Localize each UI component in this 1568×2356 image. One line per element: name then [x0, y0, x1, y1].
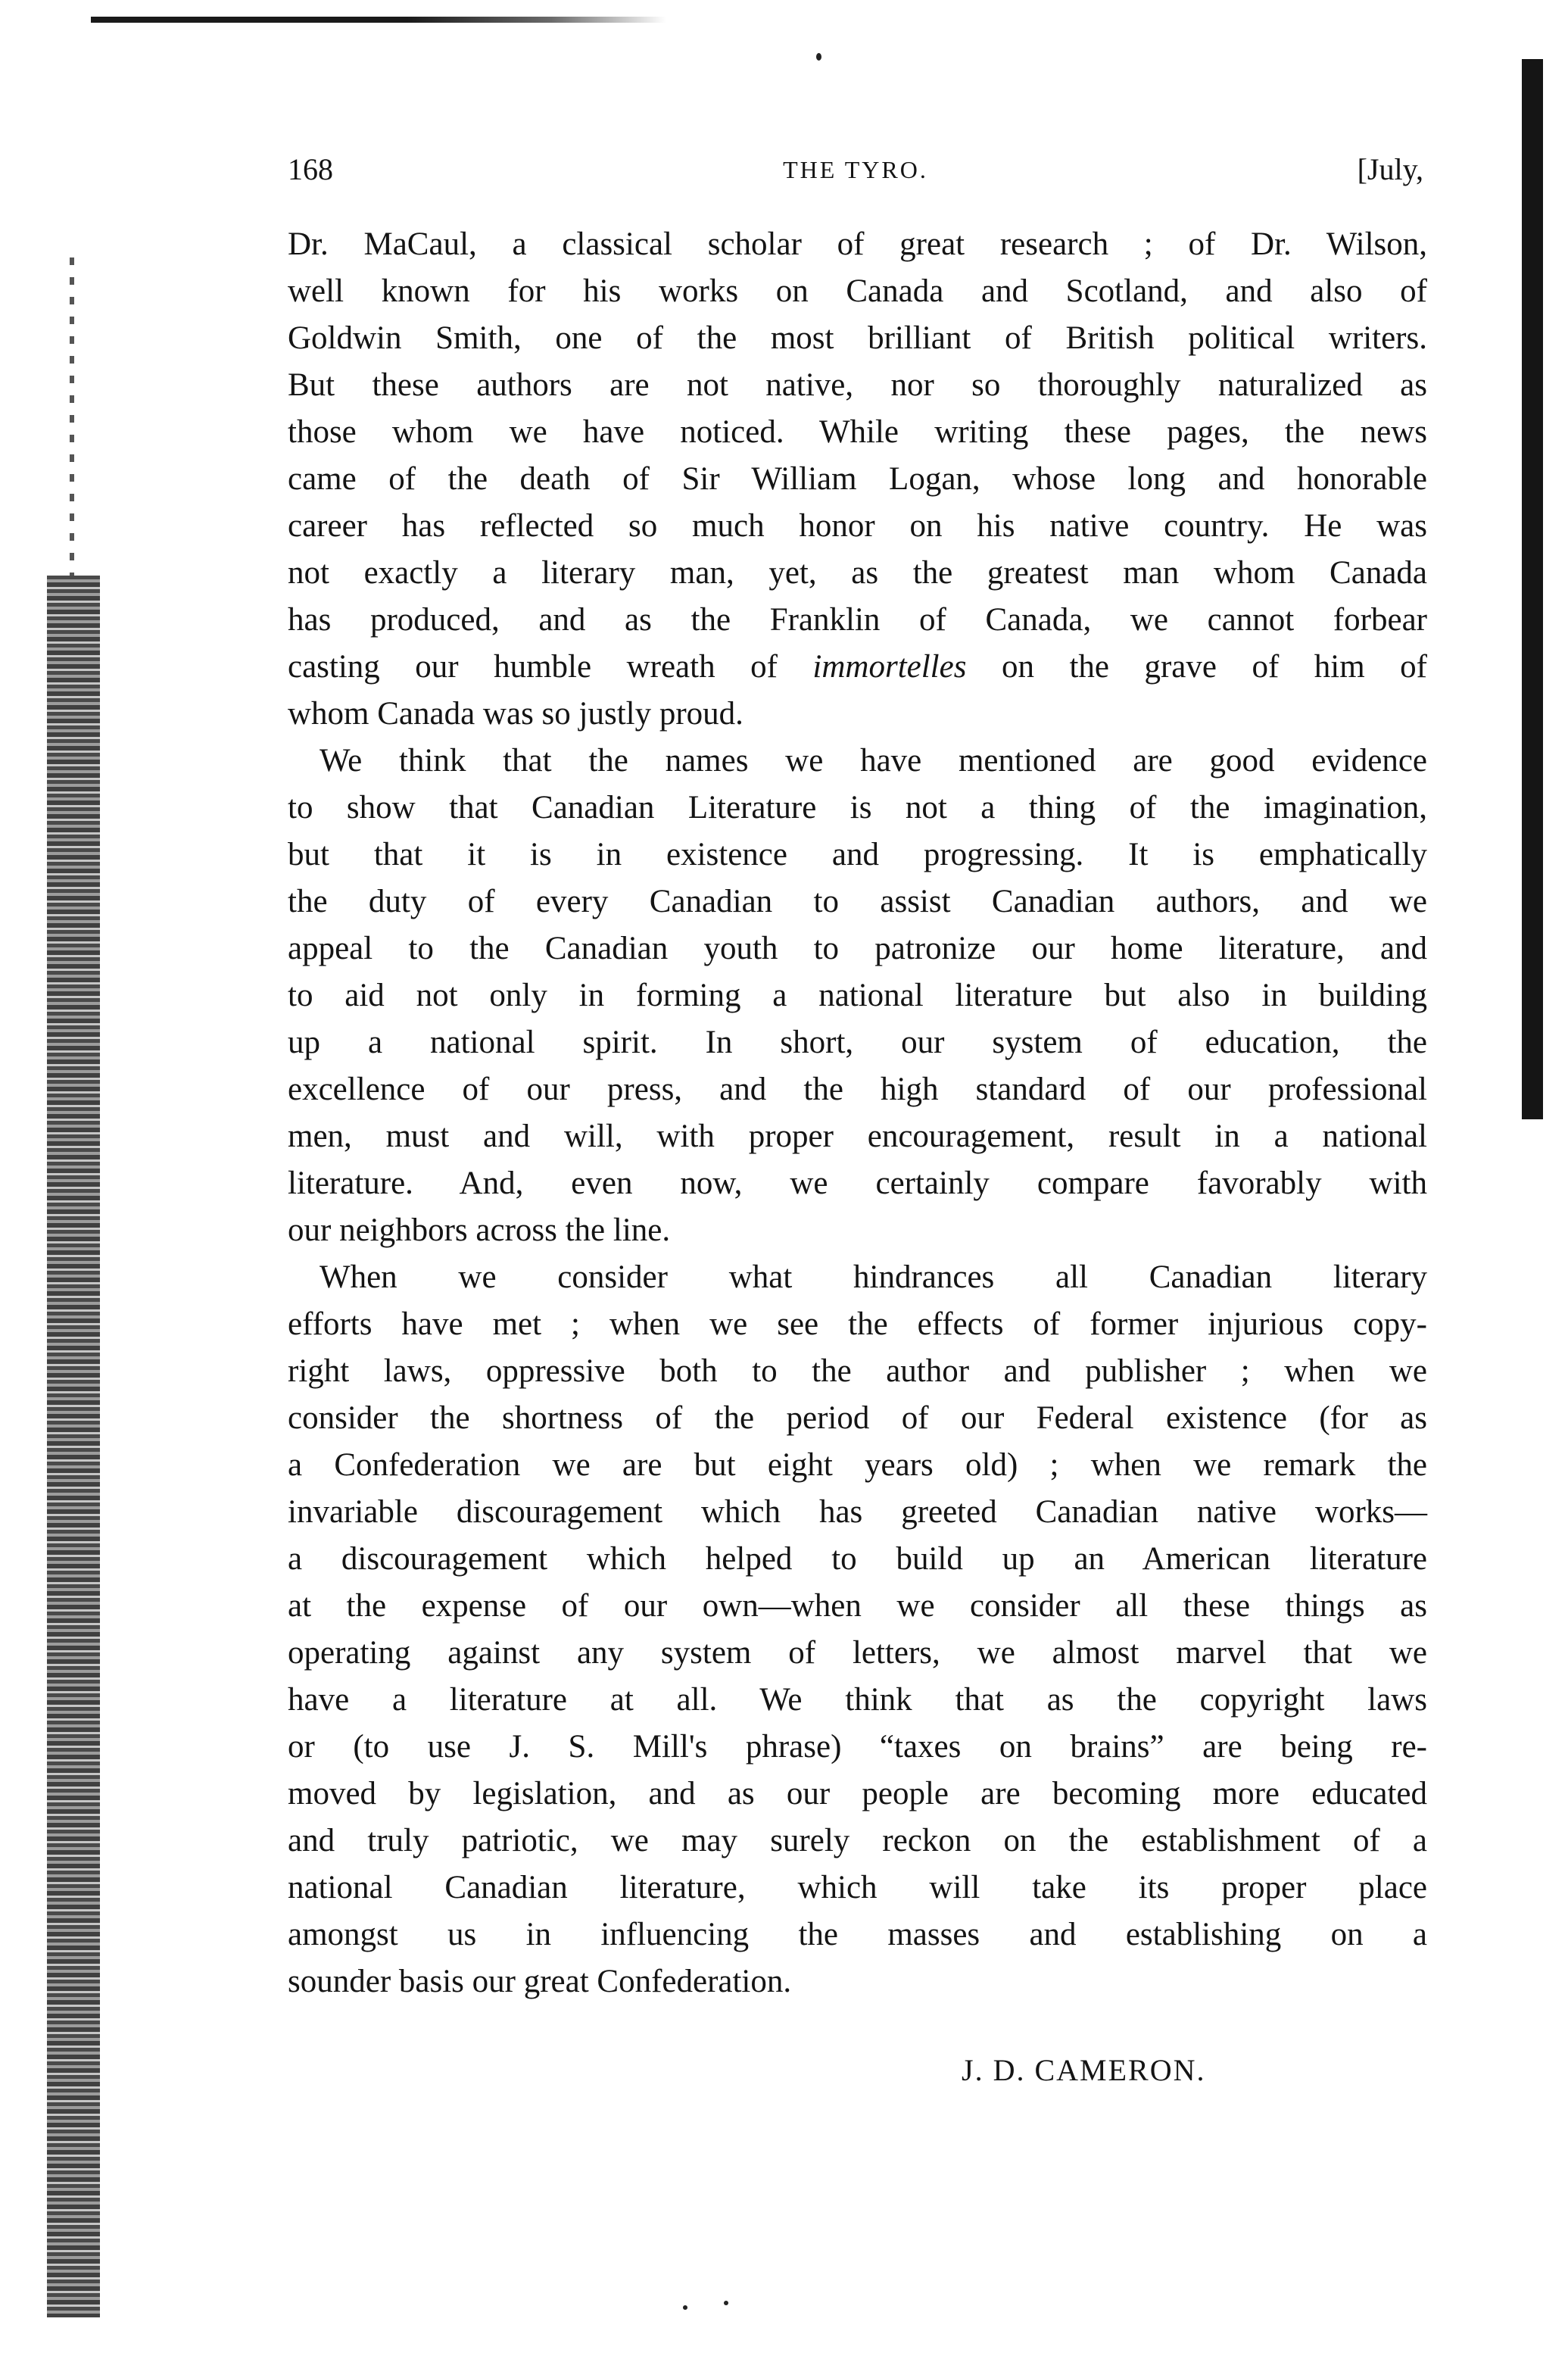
paragraph: [288, 221, 1427, 738]
text-line: but that it is in existence and progressing. It is emphatically: [288, 837, 1427, 872]
text-line: to aid not only in forming a national literature but also in building: [288, 978, 1427, 1013]
running-date: [July,: [1357, 152, 1423, 186]
text-line: those whom we have noticed. While writing these pages, the news: [288, 414, 1427, 450]
page-number: 168: [288, 152, 333, 186]
text-line: operating against any system of letters, we almost marvel that we: [288, 1635, 1427, 1671]
text-line: national Canadian literature, which will take its proper place: [288, 1870, 1427, 1905]
text-line: But these authors are not native, nor so thoroughly naturalized as: [288, 367, 1427, 403]
text-line: well known for his works on Canada and Scotland, and also of: [288, 273, 1427, 309]
text-line: and truly patriotic, we may surely reckon on the establishment of a: [288, 1823, 1427, 1858]
text-line: right laws, oppressive both to the author and publisher ; when we: [288, 1353, 1427, 1389]
scan-speck: [683, 2305, 687, 2310]
text-line: to show that Canadian Literature is not a thing of the imagination,: [288, 790, 1427, 825]
author-signature: J. D. CAMERON.: [962, 2053, 1206, 2087]
text-line: not exactly a literary man, yet, as the greatest man whom Canada: [288, 555, 1427, 591]
text-line: came of the death of Sir William Logan, whose long and honorable: [288, 461, 1427, 497]
text-line: consider the shortness of the period of our Federal existence (for as: [288, 1400, 1427, 1436]
text-line: When we consider what hindrances all Canadian literary: [320, 1259, 1427, 1295]
text-line: literature. And, even now, we certainly compare favorably with: [288, 1166, 1427, 1201]
scan-edge-right: [1522, 59, 1543, 1119]
text-line: have a literature at all. We think that as the copyright laws: [288, 1682, 1427, 1718]
text-line: sounder basis our great Confederation.: [288, 1964, 792, 1999]
running-title: THE TYRO.: [783, 156, 928, 183]
text-line: men, must and will, with proper encouragement, result in a national: [288, 1119, 1427, 1154]
text-line: excellence of our press, and the high standard of our professional: [288, 1072, 1427, 1107]
scan-speck: [816, 53, 821, 61]
text-line: whom Canada was so justly proud.: [288, 696, 743, 732]
text-line: Goldwin Smith, one of the most brilliant of British political writers.: [288, 320, 1427, 356]
text-line: invariable discouragement which has greeted Canadian native works—: [288, 1494, 1427, 1530]
paragraph: [288, 1254, 1427, 2005]
page-header: [288, 151, 1423, 197]
text-line: amongst us in influencing the masses and establishing on a: [288, 1917, 1427, 1952]
text-line: or (to use J. S. Mill's phrase) “taxes on brains” are being re-: [288, 1729, 1427, 1765]
text-line: has produced, and as the Franklin of Canada, we cannot forbear: [288, 602, 1427, 638]
text-line: Dr. MaCaul, a classical scholar of great research ; of Dr. Wilson,: [288, 226, 1427, 262]
text-line: We think that the names we have mentioned are good evidence: [320, 743, 1427, 779]
article-body: [288, 221, 1427, 2005]
text-line: a discouragement which helped to build up an American literature: [288, 1541, 1427, 1577]
text-line: moved by legislation, and as our people are becoming more educated: [288, 1776, 1427, 1811]
scan-edge-left-upper: [70, 257, 74, 576]
text-line: at the expense of our own—when we consider all these things as: [288, 1588, 1427, 1624]
text-line: appeal to the Canadian youth to patronize our home literature, and: [288, 931, 1427, 966]
text-line: casting our humble wreath of immortelles on the grave of him of: [288, 649, 1427, 685]
scan-edge-left: [47, 576, 100, 2317]
text-line: the duty of every Canadian to assist Canadian authors, and we: [288, 884, 1427, 919]
text-line: a Confederation we are but eight years old) ; when we remark the: [288, 1447, 1427, 1483]
top-rule: [91, 17, 666, 23]
text-line: career has reflected so much honor on his native country. He was: [288, 508, 1427, 544]
italic-term: immortelles: [812, 649, 967, 685]
text-line: up a national spirit. In short, our system of education, the: [288, 1025, 1427, 1060]
scan-speck: [724, 2301, 728, 2305]
paragraph: [288, 738, 1427, 1254]
text-line: our neighbors across the line.: [288, 1212, 671, 1248]
text-line: efforts have met ; when we see the effects of former injurious copy-: [288, 1306, 1427, 1342]
